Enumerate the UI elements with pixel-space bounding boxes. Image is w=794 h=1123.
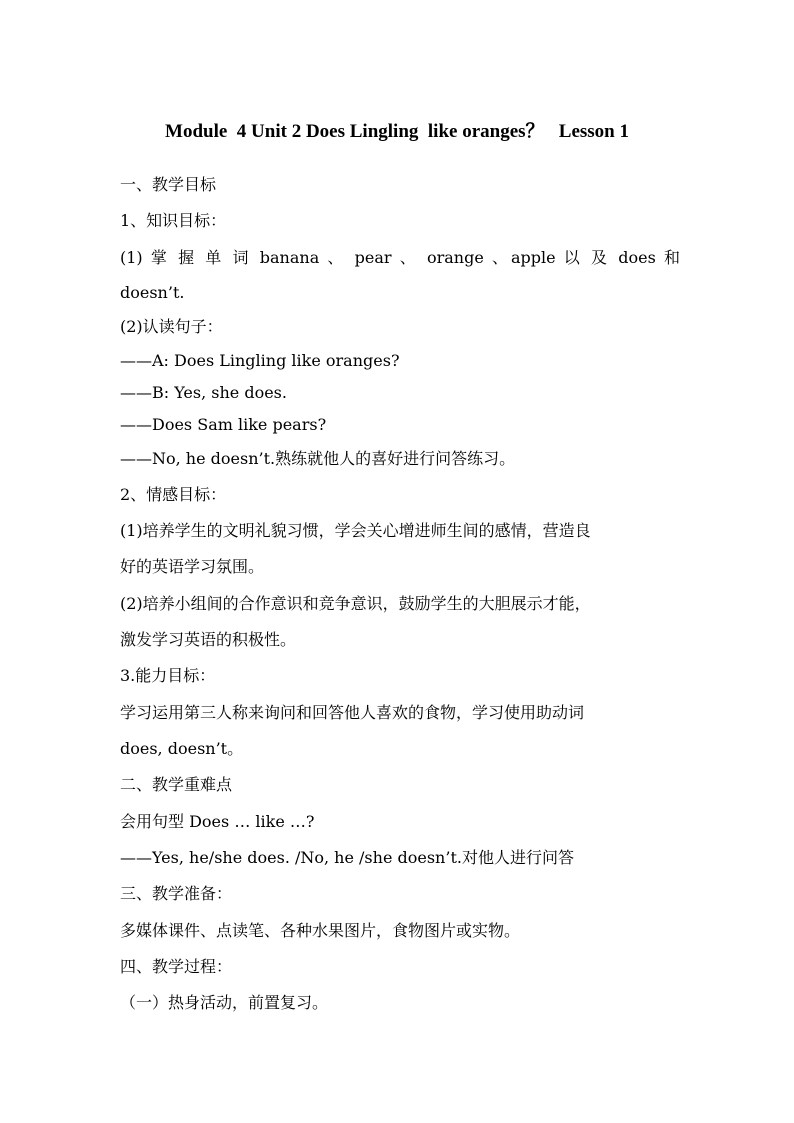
subheading-ability-objectives: 3.能力目标： <box>120 666 216 685</box>
dialogue-line: ——B: Yes, she does. <box>120 383 287 402</box>
paragraph-line: ——Yes, he/she does. /No, he /she doesn’t.对他人进行问答 <box>120 848 574 867</box>
paragraph-line: doesn’t. <box>120 283 185 302</box>
paragraph-line: (2)认读句子： <box>120 317 223 336</box>
paragraph-line: does, doesn’t。 <box>120 739 244 758</box>
paragraph-line: (2)培养小组间的合作意识和竞争意识，鼓励学生的大胆展示才能， <box>120 594 591 613</box>
subheading-warm-up: （一）热身活动，前置复习。 <box>120 993 329 1012</box>
paragraph-line: (1)培养学生的文明礼貌习惯，学会关心增进师生间的感情，营造良 <box>120 521 591 540</box>
subheading-emotional-objectives: 2、情感目标： <box>120 485 227 504</box>
paragraph-line: 学习运用第三人称来询问和回答他人喜欢的食物，学习使用助动词 <box>120 703 585 722</box>
section-heading-key-points: 二、教学重难点 <box>120 775 233 794</box>
subheading-knowledge-objectives: 1、知识目标： <box>120 211 227 230</box>
dialogue-line: ——No, he doesn’t.熟练就他人的喜好进行问答练习。 <box>120 449 516 468</box>
paragraph-line: 会用句型 Does … like …? <box>120 812 315 831</box>
paragraph-line: (1) 掌 握 单 词 banana 、 pear 、 orange 、apple 以 及 does 和 <box>120 248 680 267</box>
dialogue-line: ——A: Does Lingling like oranges? <box>120 351 400 370</box>
section-heading-preparation: 三、教学准备： <box>120 884 233 903</box>
section-heading-objectives: 一、教学目标 <box>120 175 217 194</box>
paragraph-line: 激发学习英语的积极性。 <box>120 630 297 649</box>
paragraph-line: 好的英语学习氛围。 <box>120 557 265 576</box>
document-title: Module 4 Unit 2 Does Lingling like oranges？ Lesson 1 <box>165 121 629 142</box>
dialogue-line: ——Does Sam like pears? <box>120 415 327 434</box>
paragraph-line: 多媒体课件、点读笔、各种水果图片，食物图片或实物。 <box>120 921 521 940</box>
section-heading-process: 四、教学过程： <box>120 957 233 976</box>
